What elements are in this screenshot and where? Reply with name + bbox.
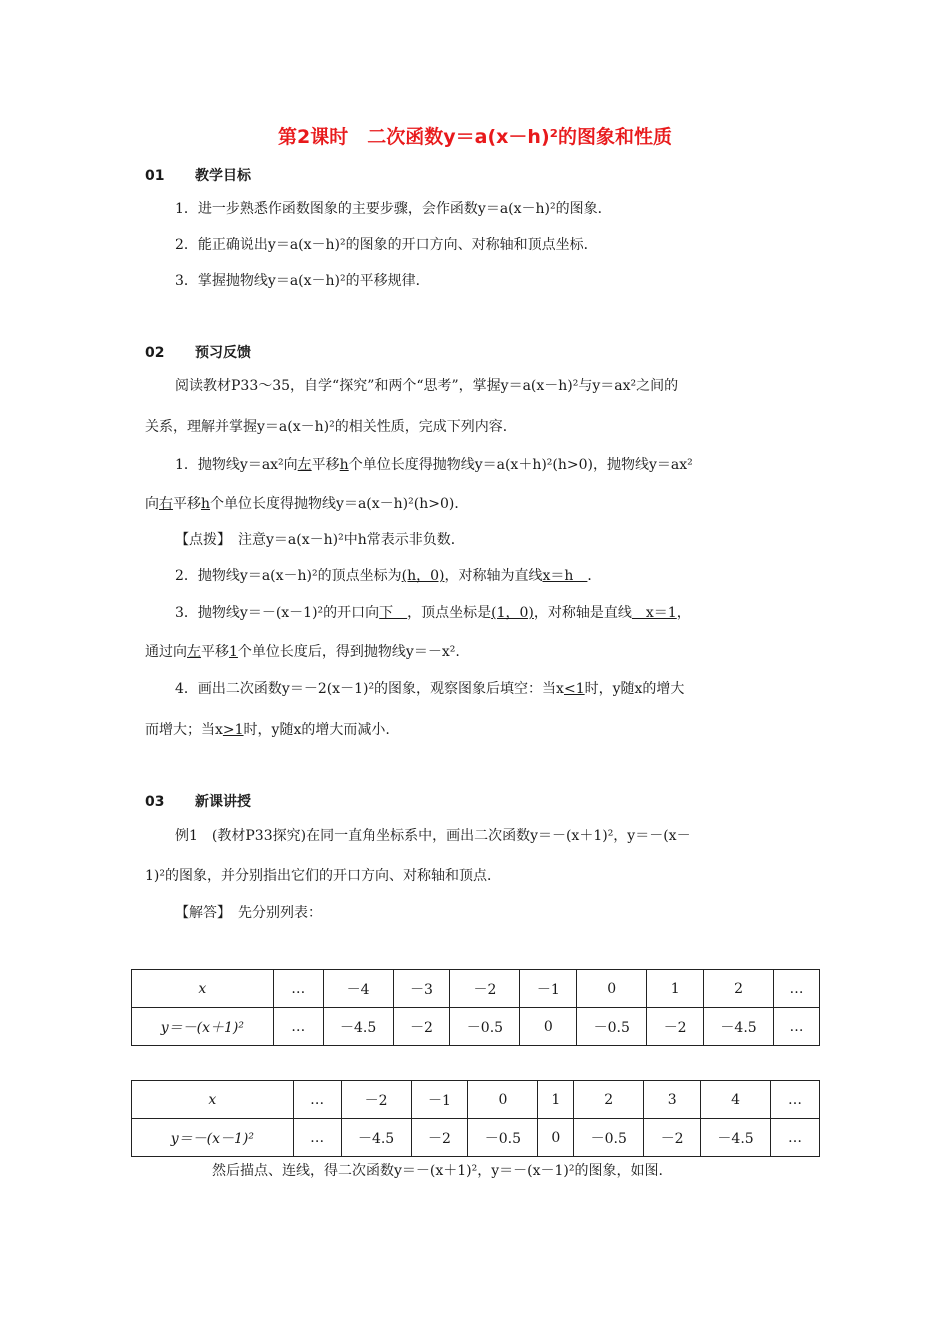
figure-caption: 然后描点、连线，得二次函数y＝－(x＋1)²，y＝－(x－1)²的图象，如图. [212, 1163, 663, 1179]
table-cell: x [132, 1081, 294, 1119]
table-cell: 1 [538, 1081, 574, 1119]
table-cell: 0 [577, 970, 647, 1008]
table-cell: 2 [704, 970, 774, 1008]
example-1-line-1: 例1 (教材P33探究)在同一直角坐标系中，画出二次函数y＝－(x＋1)²，y＝－(x－ [175, 828, 691, 844]
text: ，对称轴为直线 [444, 568, 543, 584]
section-number: 02 [145, 345, 165, 361]
table-cell: －2 [644, 1119, 701, 1157]
table-cell: 4 [701, 1081, 771, 1119]
blank-answer: 右 [159, 496, 173, 512]
blank-answer: (h，0) [401, 568, 445, 584]
table-cell: … [273, 1008, 323, 1046]
table-cell: －2 [393, 1008, 450, 1046]
question-4-line-2 [145, 720, 810, 740]
table-row [132, 970, 820, 1008]
example-1-line-2: 1)²的图象，并分别指出它们的开口方向、对称轴和顶点． [145, 868, 501, 884]
table-cell: －2 [647, 1008, 704, 1046]
tip-note: 【点拨】 注意y＝a(x－h)²中h常表示非负数． [175, 532, 465, 548]
question-2 [145, 566, 840, 586]
table-cell: … [771, 1119, 820, 1157]
text: 个单位长度得抛物线y＝a(x＋h)²(h>0)，抛物线y＝ax² [348, 457, 693, 473]
text: 3．抛物线y＝－(x－1)²的开口向 [175, 605, 380, 621]
goal-2: 2．能正确说出y＝a(x－h)²的图象的开口方向、对称轴和顶点坐标． [175, 237, 598, 253]
text: ，顶点坐标是 [407, 605, 492, 621]
text: 平移 [173, 496, 201, 512]
blank-answer: x＝1 [631, 605, 677, 621]
text: 个单位长度后，得到抛物线y＝－x². [237, 644, 460, 660]
value-table-1 [131, 969, 820, 1046]
table-cell: y＝－(x＋1)² [132, 1008, 274, 1046]
blank-answer: <1 [563, 681, 585, 697]
blank-answer: x＝h [542, 568, 588, 584]
goal-1: 1．进一步熟悉作函数图象的主要步骤，会作函数y＝a(x－h)²的图象． [175, 201, 612, 217]
table-cell: －1 [411, 1081, 468, 1119]
table-cell: y＝－(x－1)² [132, 1119, 294, 1157]
question-4-line-1 [145, 679, 840, 699]
table-cell: －2 [411, 1119, 468, 1157]
text: 通过向 [145, 644, 187, 660]
blank-answer: h [339, 457, 349, 473]
blank-answer: 左 [297, 457, 312, 473]
table-cell: … [293, 1081, 341, 1119]
text: 而增大；当x [145, 722, 223, 738]
table-cell: 0 [468, 1081, 538, 1119]
preview-intro-line-2: 关系，理解并掌握y＝a(x－h)²的相关性质，完成下列内容． [145, 419, 517, 435]
preview-intro-line-1: 阅读教材P33～35，自学“探究”和两个“思考”，掌握y＝a(x－h)²与y＝ax²之间的 [175, 378, 679, 394]
text: ， [676, 605, 691, 621]
solution-label: 【解答】 先分别列表： [175, 905, 322, 921]
table-cell: －3 [393, 970, 450, 1008]
text: 2．抛物线y＝a(x－h)²的顶点坐标为 [175, 568, 402, 584]
text: 向 [145, 496, 159, 512]
value-table-2 [131, 1080, 820, 1157]
section-heading-lesson [145, 791, 251, 811]
blank-answer: 左 [187, 644, 201, 660]
table-row [132, 1081, 820, 1119]
table-cell: －4 [323, 970, 393, 1008]
question-3-line-1 [145, 603, 840, 623]
text: 平移 [201, 644, 229, 660]
table-cell: … [774, 1008, 820, 1046]
table-cell: －1 [520, 970, 577, 1008]
table-cell: －2 [450, 970, 520, 1008]
blank-answer: h [201, 496, 211, 512]
table-cell: x [132, 970, 274, 1008]
table-cell: 1 [647, 970, 704, 1008]
section-heading-goals [145, 165, 251, 185]
blank-answer: (1，0) [491, 605, 534, 621]
section-label: 教学目标 [195, 168, 251, 184]
text: ． [587, 568, 602, 584]
question-1-line-2 [145, 494, 810, 514]
goal-3: 3．掌握抛物线y＝a(x－h)²的平移规律． [175, 273, 430, 289]
table-row [132, 1008, 820, 1046]
table-cell: 3 [644, 1081, 701, 1119]
table-cell: －0.5 [450, 1008, 520, 1046]
table-cell: －4.5 [341, 1119, 411, 1157]
text: 时，y随x的增大而减小. [243, 722, 390, 738]
text: 4．画出二次函数y＝－2(x－1)²的图象，观察图象后填空：当x [175, 681, 564, 697]
page-title: 第2课时 二次函数y＝a(x－h)²的图象和性质 [278, 126, 672, 148]
text: 1．抛物线y＝ax²向 [175, 457, 298, 473]
text: 个单位长度得抛物线y＝a(x－h)²(h>0)． [210, 496, 469, 512]
text: ，对称轴是直线 [533, 605, 632, 621]
question-1-line-1 [145, 455, 840, 475]
text: 平移 [311, 457, 340, 473]
section-label: 新课讲授 [195, 794, 251, 810]
section-label: 预习反馈 [195, 345, 251, 361]
text: 时，y随x的增大 [584, 681, 685, 697]
table-cell: 2 [574, 1081, 644, 1119]
table-cell: … [293, 1119, 341, 1157]
table-cell: … [774, 970, 820, 1008]
table-cell: … [771, 1081, 820, 1119]
table-cell: 0 [538, 1119, 574, 1157]
table-cell: －4.5 [701, 1119, 771, 1157]
blank-answer: 下 [379, 605, 408, 621]
table-cell: －0.5 [574, 1119, 644, 1157]
table-cell: －4.5 [704, 1008, 774, 1046]
section-number: 03 [145, 794, 165, 810]
section-heading-preview [145, 342, 251, 362]
table-row [132, 1119, 820, 1157]
blank-answer: >1 [222, 722, 244, 738]
question-3-line-2 [145, 642, 810, 662]
blank-answer: 1 [229, 644, 238, 660]
table-cell: －2 [341, 1081, 411, 1119]
table-cell: －0.5 [577, 1008, 647, 1046]
section-number: 01 [145, 168, 165, 184]
table-cell: … [273, 970, 323, 1008]
table-cell: －4.5 [323, 1008, 393, 1046]
table-cell: 0 [520, 1008, 577, 1046]
table-cell: －0.5 [468, 1119, 538, 1157]
